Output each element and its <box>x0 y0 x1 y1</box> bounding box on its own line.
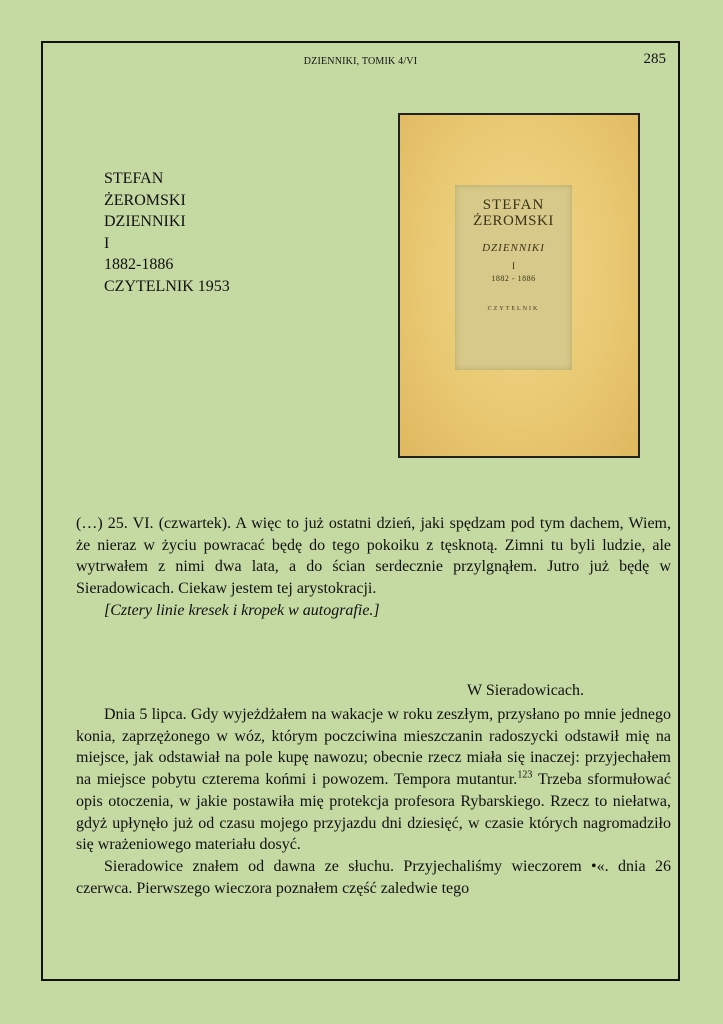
cover-volume: I <box>512 261 515 271</box>
running-header: DZIENNIKI, TOMIK 4/VI <box>303 56 418 67</box>
paragraph-text: Dnia 5 lipca. Gdy wyjeżdżałem na wakacje w roku zeszłym, przysłano po mnie jednego konia, zaprzężonego w wóz, którym poczciwina mieszczanin radoszycki odstawił mię na miejsce, jak odstawiał na pole kupę nawozu; obecnie rzecz miała się inaczej: przyjechałem na miejsce pobytu czterema końmi i powozem. Tempora mutantur. <box>76 706 671 789</box>
cover-label <box>455 185 572 370</box>
cover-title: DZIENNIKI <box>482 242 545 254</box>
entry-paragraph: (…) 25. VI. (czwartek). A więc to już ostatni dzień, jaki spędzam pod tym dachem, Wiem, że nieraz w życiu powracać będę do tego pokoiku z tęsknotą. Zimni tu byli ludzie, ale wytrwałem z nimi dwa lata, a do ścian serdecznie przylgnąłem. Jutro już będę w Sieradowicach. Ciekaw jestem tej arystokracji. <box>76 515 671 598</box>
entry-place: W Sieradowicach. <box>467 682 584 699</box>
caption-line: STEFAN <box>104 170 164 187</box>
cover-author-first: STEFAN <box>482 197 545 213</box>
cover-author-last: ŻEROMSKI <box>473 213 554 229</box>
entry-paragraph <box>76 704 671 856</box>
cover-publisher: CZYTELNIK <box>487 306 540 312</box>
paragraph-text: Trzeba sformułować opis otoczenia, w jakie postawiła mię protekcja profesora Rybarskiego. Rzecz to niełatwa, gdyż upłynęło już od czasu mojego przyjazdu dni dziesięć, w czasie których nagromadziło się wrażeniowego materiału dosyć. <box>76 771 671 854</box>
caption-line: DZIENNIKI <box>104 213 186 230</box>
book-cover-image <box>398 113 640 458</box>
page-number: 285 <box>643 51 666 67</box>
diary-entry-july <box>76 704 671 899</box>
caption-line: I <box>104 234 110 252</box>
page-frame <box>41 41 680 981</box>
caption-line: CZYTELNIK 1953 <box>104 277 230 295</box>
caption-line: 1882-1886 <box>104 256 174 273</box>
entry-paragraph: Sieradowice znałem od dawna ze słuchu. Przyjechaliśmy wieczorem •«. dnia 26 czerwca. Pierwszego wieczora poznałem część zaledwie tego <box>76 857 671 897</box>
cover-years: 1882 - 1886 <box>491 274 536 283</box>
editor-note: [Cztery linie kresek i kropek w autografie.] <box>104 601 380 619</box>
book-caption <box>104 168 230 297</box>
footnote-reference[interactable]: 123 <box>517 769 533 781</box>
diary-entry-june <box>76 513 671 622</box>
caption-line: ŻEROMSKI <box>104 191 186 209</box>
